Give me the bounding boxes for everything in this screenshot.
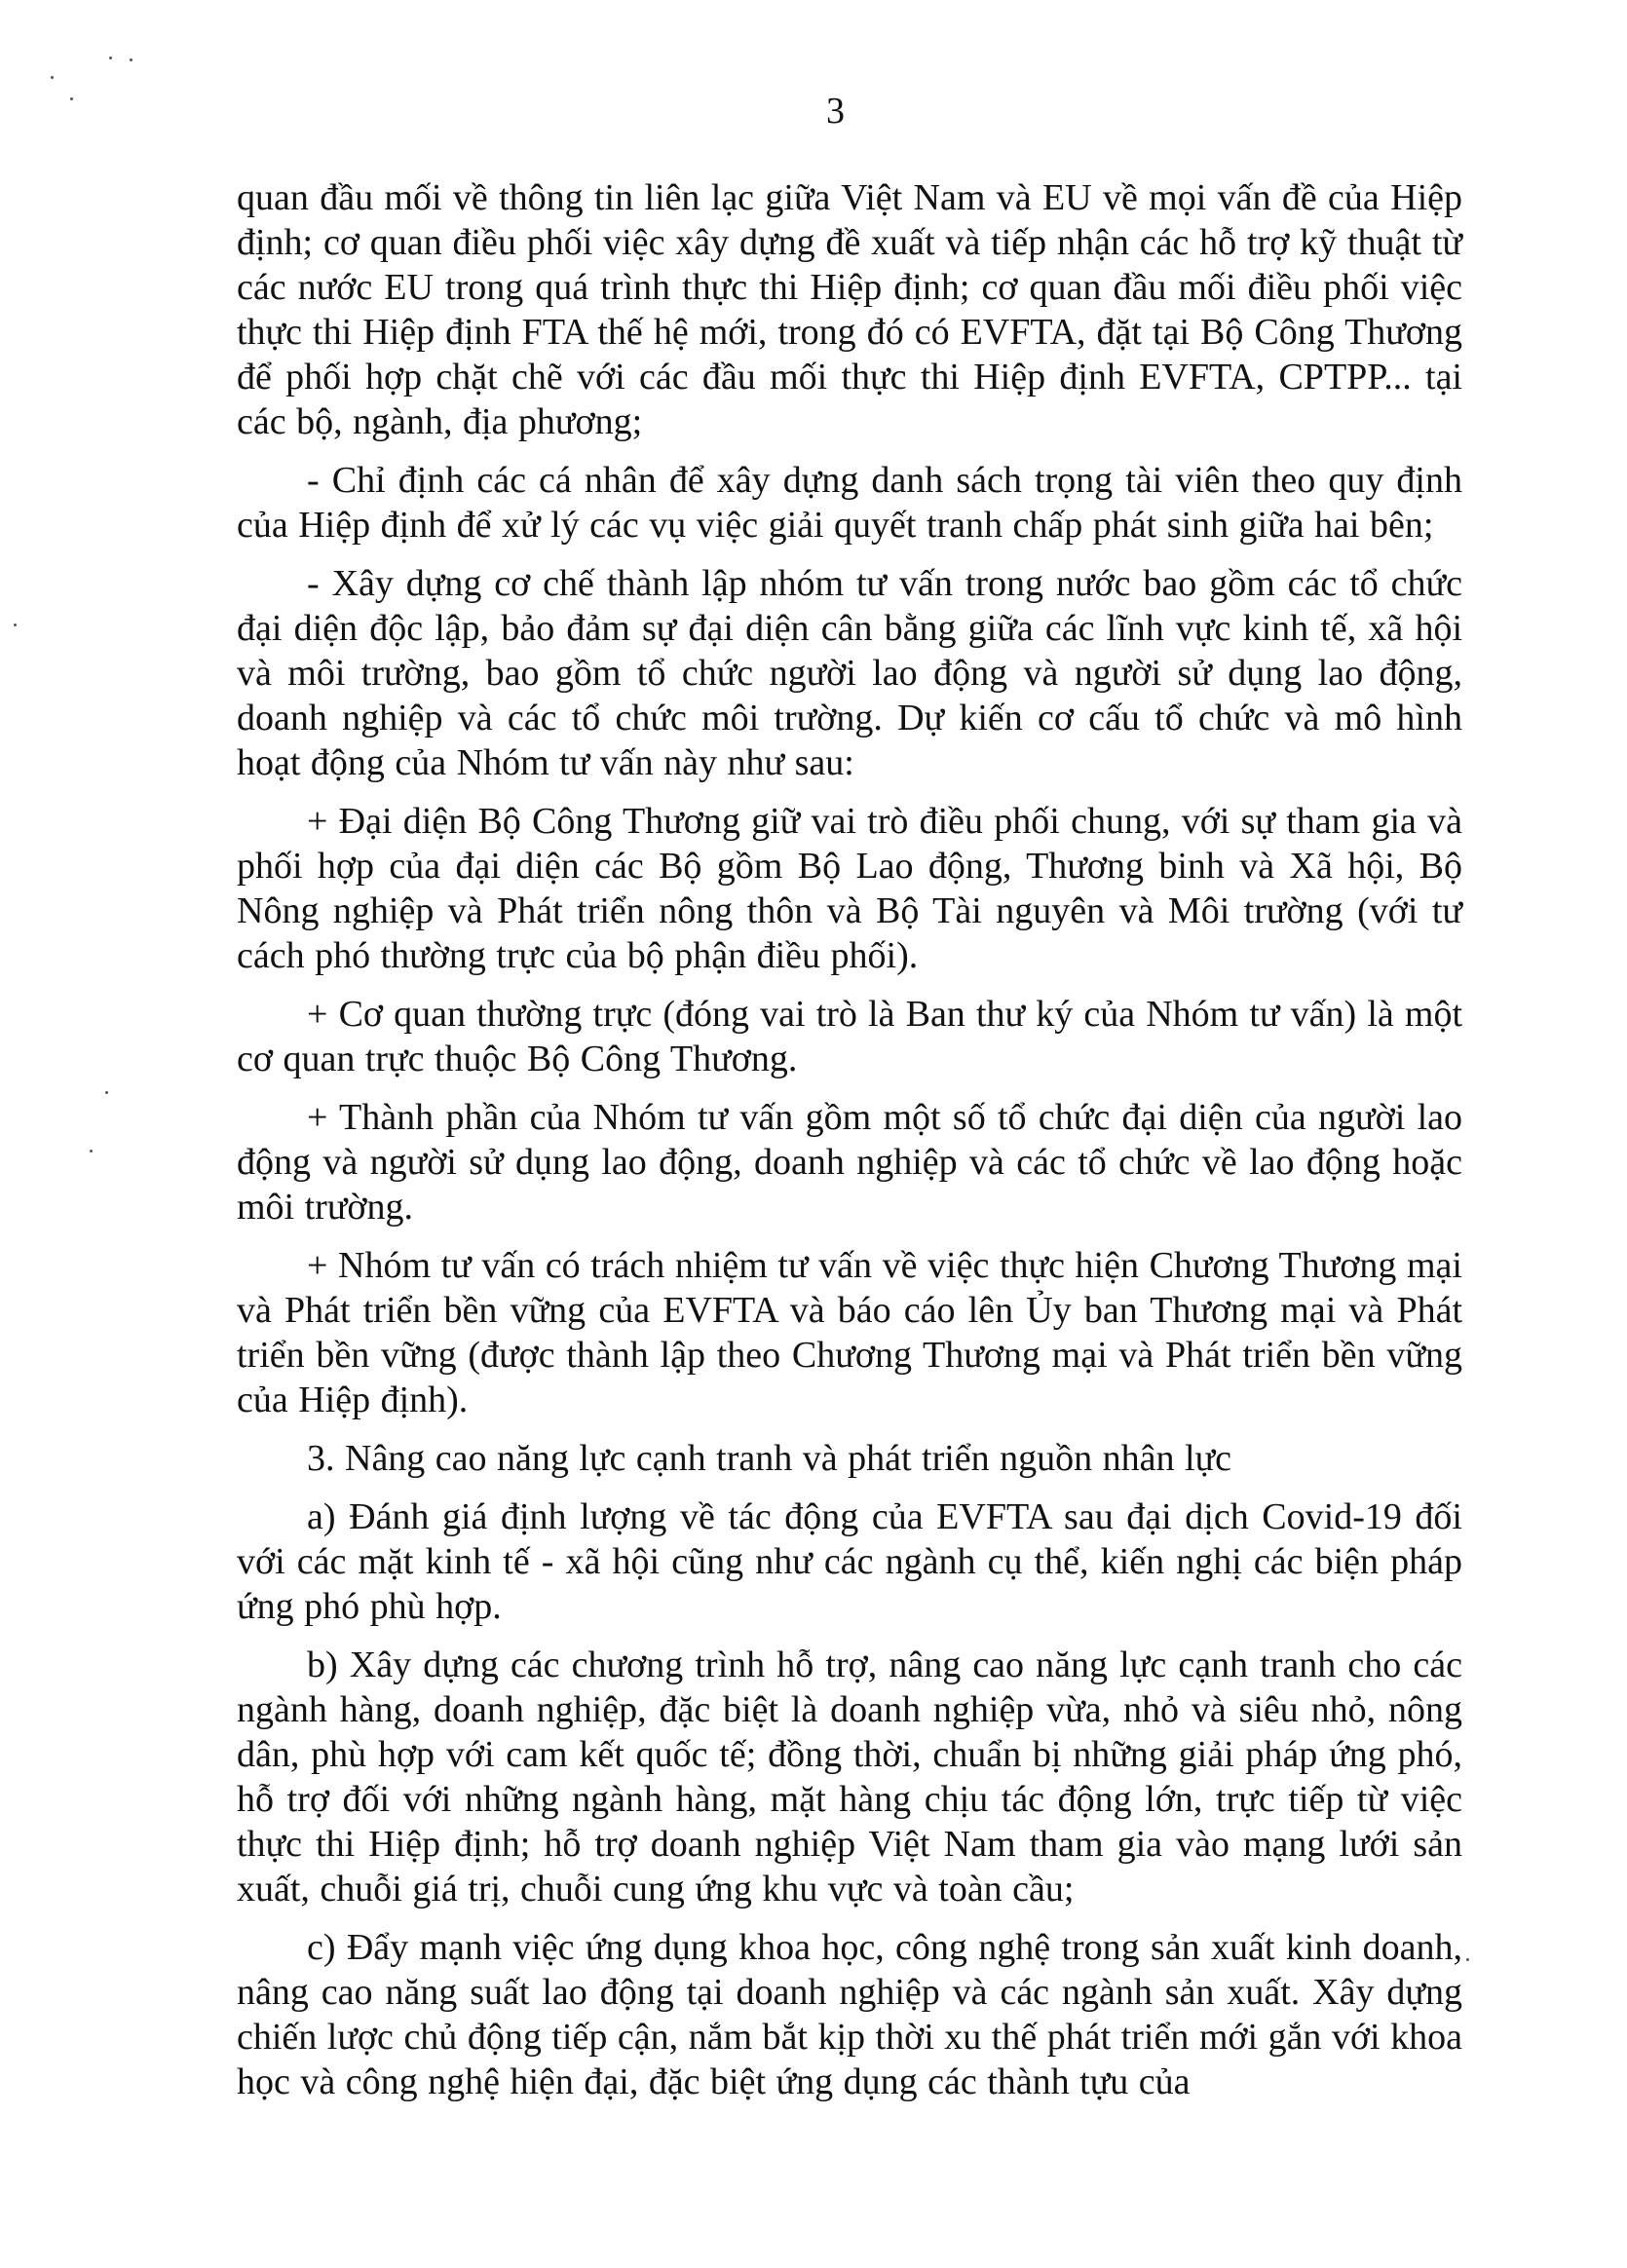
scan-speck	[1466, 1958, 1469, 1961]
document-body	[237, 175, 1462, 2118]
paragraph: - Xây dựng cơ chế thành lập nhóm tư vấn trong nước bao gồm các tổ chức đại diện độc lập, bảo đảm sự đại diện cân bằng giữa các lĩnh vực kinh tế, xã hội và môi trường, bao gồm tổ chức người lao động và người sử dụng lao động, doanh nghiệp và các tổ chức môi trường. Dự kiến cơ cấu tổ chức và mô hình hoạt động của Nhóm tư vấn này như sau:	[237, 563, 1462, 783]
paragraph: + Thành phần của Nhóm tư vấn gồm một số tổ chức đại diện của người lao động và người sử dụng lao động, doanh nghiệp và các tổ chức về lao động hoặc môi trường.	[237, 1097, 1462, 1228]
scan-speck	[51, 76, 54, 79]
scan-speck	[130, 58, 132, 61]
page-number: 3	[826, 91, 845, 132]
scan-speck	[14, 624, 17, 626]
paragraph: a) Đánh giá định lượng về tác động của EVFTA sau đại dịch Covid-19 đối với các mặt kinh tế - xã hội cũng như các ngành cụ thể, kiến nghị các biện pháp ứng phó phù hợp.	[237, 1496, 1462, 1627]
paragraph: + Đại diện Bộ Công Thương giữ vai trò điều phối chung, với sự tham gia và phối hợp của đại diện các Bộ gồm Bộ Lao động, Thương binh và Xã hội, Bộ Nông nghiệp và Phát triển nông thôn và Bộ Tài nguyên và Môi trường (với tư cách phó thường trực của bộ phận điều phối).	[237, 801, 1462, 976]
paragraph: + Cơ quan thường trực (đóng vai trò là Ban thư ký của Nhóm tư vấn) là một cơ quan trực thuộc Bộ Công Thương.	[237, 994, 1462, 1079]
paragraph: b) Xây dựng các chương trình hỗ trợ, nâng cao năng lực cạnh tranh cho các ngành hàng, doanh nghiệp, đặc biệt là doanh nghiệp vừa, nhỏ và siêu nhỏ, nông dân, phù hợp với cam kết quốc tế; đồng thời, chuẩn bị những giải pháp ứng phó, hỗ trợ đối với những ngành hàng, mặt hàng chịu tác động lớn, trực tiếp từ việc thực thi Hiệp định; hỗ trợ doanh nghiệp Việt Nam tham gia vào mạng lưới sản xuất, chuỗi giá trị, chuỗi cung ứng khu vực và toàn cầu;	[237, 1644, 1462, 1909]
scan-speck	[109, 57, 112, 59]
scan-speck	[90, 1150, 93, 1153]
paragraph: c) Đẩy mạnh việc ứng dụng khoa học, công nghệ trong sản xuất kinh doanh, nâng cao năng suất lao động tại doanh nghiệp và các ngành sản xuất. Xây dựng chiến lược chủ động tiếp cận, nắm bắt kịp thời xu thế phát triển mới gắn với khoa học và công nghệ hiện đại, đặc biệt ứng dụng các thành tựu của	[237, 1927, 1462, 2102]
section-heading: 3. Nâng cao năng lực cạnh tranh và phát triển nguồn nhân lực	[307, 1438, 1232, 1479]
paragraph: - Chỉ định các cá nhân để xây dựng danh sách trọng tài viên theo quy định của Hiệp định để xử lý các vụ việc giải quyết tranh chấp phát sinh giữa hai bên;	[237, 460, 1462, 546]
paragraph: + Nhóm tư vấn có trách nhiệm tư vấn về việc thực hiện Chương Thương mại và Phát triển bền vững của EVFTA và báo cáo lên Ủy ban Thương mại và Phát triển bền vững (được thành lập theo Chương Thương mại và Phát triển bền vững của Hiệp định).	[237, 1245, 1462, 1420]
scan-speck	[105, 1091, 108, 1094]
paragraph: quan đầu mối về thông tin liên lạc giữa Việt Nam và EU về mọi vấn đề của Hiệp định; cơ quan điều phối việc xây dựng đề xuất và tiếp nhận các hỗ trợ kỹ thuật từ các nước EU trong quá trình thực thi Hiệp định; cơ quan đầu mối điều phối việc thực thi Hiệp định FTA thế hệ mới, trong đó có EVFTA, đặt tại Bộ Công Thương để phối hợp chặt chẽ với các đầu mối thực thi Hiệp định EVFTA, CPTPP... tại các bộ, ngành, địa phương;	[237, 177, 1462, 442]
